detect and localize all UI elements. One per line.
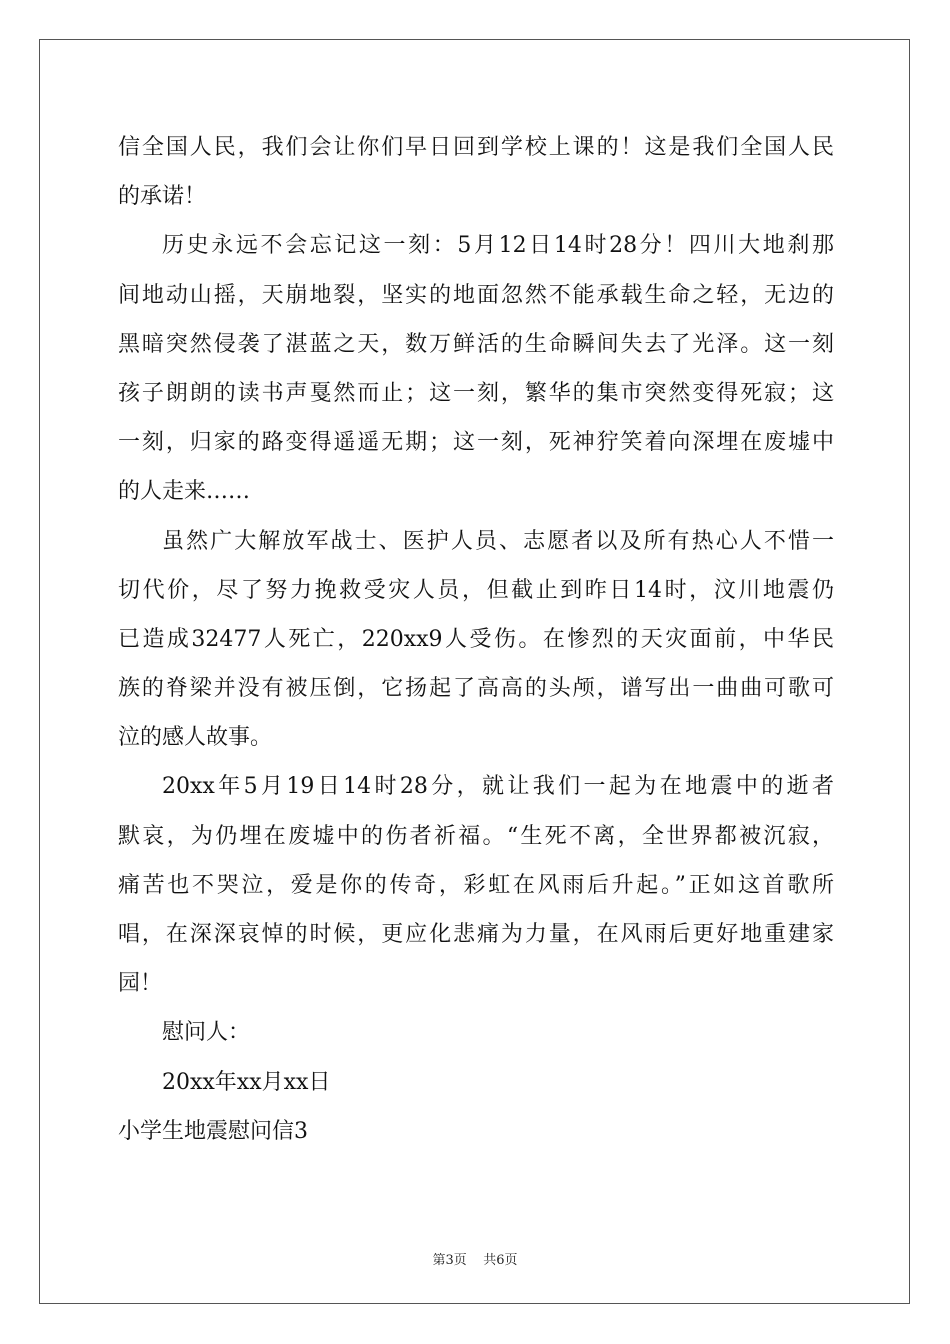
text-line: 一刻，归家的路变得遥遥无期；这一刻，死神狞笑着向深埋在废墟中: [118, 430, 834, 456]
text-line: 痛苦也不哭泣，爱是你的传奇，彩虹在风雨后升起。”正如这首歌所: [118, 872, 834, 898]
text-line: 默哀，为仍埋在废墟中的伤者祈福。“生死不离，全世界都被沉寂，: [118, 823, 834, 849]
text-line: 切代价，尽了努力挽救受灾人员，但截止到昨日14时，汶川地震仍: [118, 577, 834, 603]
text-line: 的承诺！: [118, 184, 207, 210]
text-line: 已造成32477人死亡，220xx9人受伤。在惨烈的天灾面前，中华民: [118, 626, 834, 652]
date-line: 20xx年xx月xx日: [162, 1069, 331, 1095]
text-line: 信全国人民，我们会让你们早日回到学校上课的！这是我们全国人民: [118, 135, 834, 160]
text-line: 历史永远不会忘记这一刻：5月12日14时28分！四川大地刹那: [162, 233, 834, 259]
text-line: 黑暗突然侵袭了湛蓝之天，数万鲜活的生命瞬间失去了光泽。这一刻: [118, 331, 834, 357]
signature-line: 慰问人：: [162, 1020, 251, 1046]
text-line: 虽然广大解放军战士、医护人员、志愿者以及所有热心人不惜一: [162, 528, 834, 554]
text-line: 园！: [118, 971, 163, 997]
text-line: 唱，在深深哀悼的时候，更应化悲痛为力量，在风雨后更好地重建家: [118, 922, 834, 947]
text-line: 的人走来……: [118, 479, 251, 505]
text-line: 间地动山摇，天崩地裂，坚实的地面忽然不能承载生命之轻，无边的: [118, 282, 834, 308]
text-line: 泣的感人故事。: [118, 725, 273, 751]
page-number: 第3页 共6页: [432, 1253, 518, 1268]
section-title: 小学生地震慰问信3: [118, 1118, 308, 1144]
text-line: 20xx年5月19日14时28分，就让我们一起为在地震中的逝者: [162, 774, 834, 800]
document-body: [118, 128, 834, 1161]
text-line: 族的脊梁并没有被压倒，它扬起了高高的头颅，谱写出一曲曲可歌可: [118, 676, 834, 702]
text-line: 孩子朗朗的读书声戛然而止；这一刻，繁华的集市突然变得死寂；这: [118, 380, 834, 406]
